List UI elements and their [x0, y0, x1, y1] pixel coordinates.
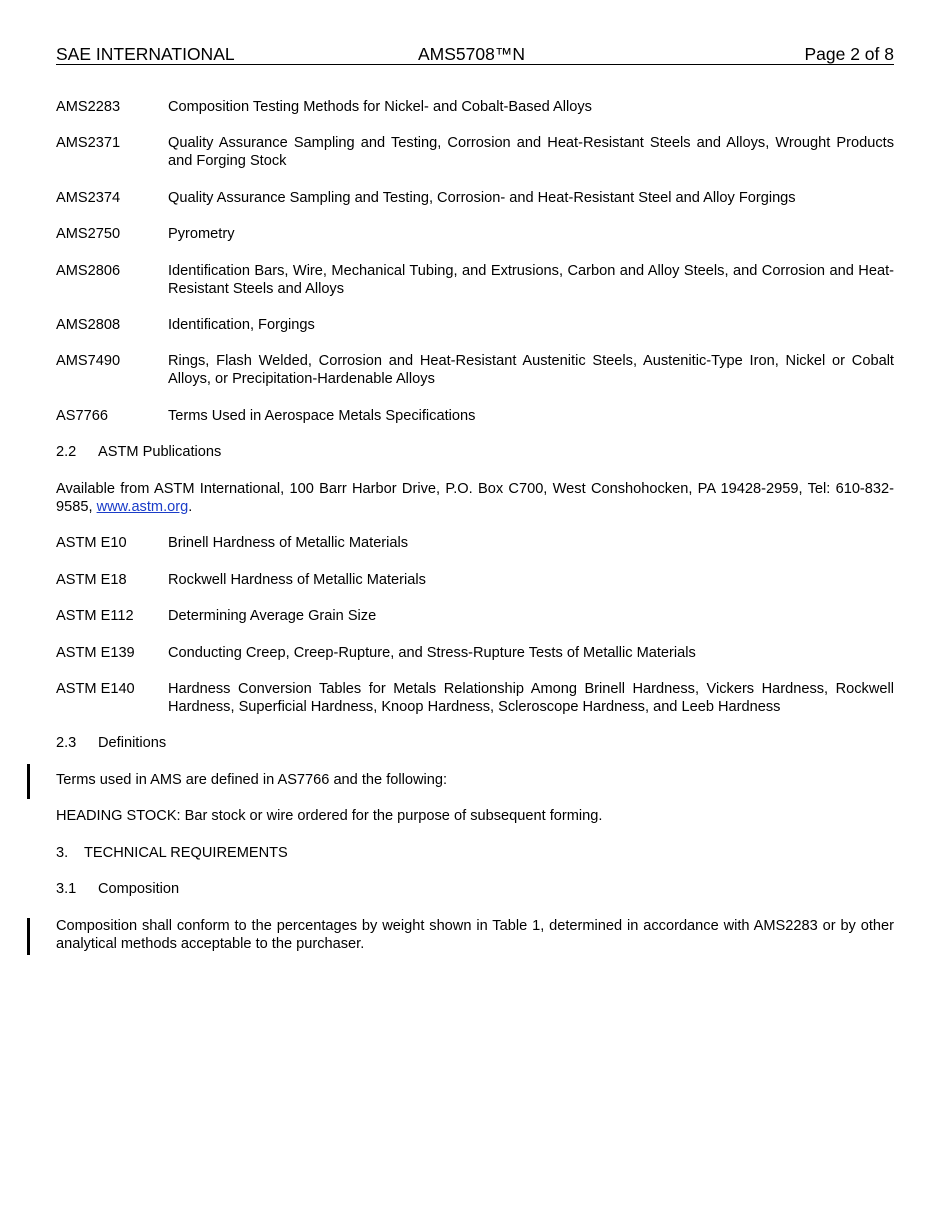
reference-code: AMS2750 — [56, 226, 121, 242]
reference-description: Quality Assurance Sampling and Testing, Corrosion and Heat-Resistant Steels and Alloys, Wrought Products and Forging Stock — [168, 135, 894, 169]
reference-code: ASTM E139 — [56, 645, 135, 661]
reference-item — [56, 571, 894, 589]
reference-description: Conducting Creep, Creep-Rupture, and Stress-Rupture Tests of Metallic Materials — [168, 645, 696, 661]
reference-description: Brinell Hardness of Metallic Materials — [168, 535, 409, 551]
reference-description: Composition Testing Methods for Nickel- and Cobalt-Based Alloys — [168, 99, 592, 115]
reference-item — [56, 644, 894, 662]
section-title: TECHNICAL REQUIREMENTS — [84, 845, 288, 861]
reference-item — [56, 134, 894, 170]
section-number: 2.3 — [56, 735, 77, 751]
reference-code: ASTM E18 — [56, 572, 127, 588]
astm-availability-paragraph — [56, 480, 894, 516]
reference-description: Identification Bars, Wire, Mechanical Tubing, and Extrusions, Carbon and Alloy Steels, and Corrosion and Heat-Resistant Steels and Alloys — [168, 263, 894, 297]
reference-description: Hardness Conversion Tables for Metals Relationship Among Brinell Hardness, Vickers Hardness, Rockwell Hardness, Superficial Hardness, Knoop Hardness, Scleroscope Hardness, and Leeb Hardness — [168, 681, 894, 715]
reference-description: Quality Assurance Sampling and Testing, Corrosion- and Heat-Resistant Steel and Alloy Forgings — [168, 190, 796, 206]
reference-code: AMS2371 — [56, 135, 121, 151]
header-page-number: Page 2 of 8 — [804, 44, 894, 64]
section-number: 3. — [56, 845, 69, 861]
reference-item — [56, 262, 894, 298]
section-heading-technical-requirements — [56, 844, 288, 862]
change-bar — [27, 918, 30, 955]
definitions-intro: Terms used in AMS are defined in AS7766 and the following: — [56, 772, 448, 788]
section-number: 2.2 — [56, 444, 77, 460]
section-title: Definitions — [98, 735, 167, 751]
heading-stock-definition: HEADING STOCK: Bar stock or wire ordered for the purpose of subsequent forming. — [56, 808, 603, 824]
reference-code: ASTM E112 — [56, 608, 134, 624]
reference-code: AMS2374 — [56, 190, 121, 206]
section-heading-composition — [56, 880, 179, 898]
reference-item — [56, 534, 894, 552]
section-heading-astm — [56, 443, 221, 461]
reference-description: Rings, Flash Welded, Corrosion and Heat-Resistant Austenitic Steels, Austenitic-Type Iron, Nickel or Cobalt Alloys, or Precipitation-Hardenable Alloys — [168, 353, 894, 387]
reference-code: ASTM E140 — [56, 681, 135, 697]
reference-item — [56, 98, 894, 116]
section-heading-definitions — [56, 734, 166, 752]
page-header — [56, 44, 894, 65]
reference-code: AMS2806 — [56, 263, 121, 279]
reference-code: ASTM E10 — [56, 535, 127, 551]
reference-description: Pyrometry — [168, 226, 235, 242]
reference-item — [56, 352, 894, 388]
section-number: 3.1 — [56, 881, 77, 897]
reference-description: Rockwell Hardness of Metallic Materials — [168, 572, 426, 588]
change-bar — [27, 764, 30, 799]
reference-description: Determining Average Grain Size — [168, 608, 377, 624]
reference-item — [56, 316, 894, 334]
reference-item — [56, 407, 894, 425]
reference-item — [56, 680, 894, 716]
reference-code: AMS2283 — [56, 99, 121, 115]
section-title: ASTM Publications — [98, 444, 222, 460]
section-title: Composition — [98, 881, 180, 897]
reference-item — [56, 189, 894, 207]
availability-trailing: . — [188, 499, 193, 515]
astm-website-link[interactable]: www.astm.org — [96, 499, 189, 515]
reference-item — [56, 607, 894, 625]
header-doc-id: AMS5708™N — [418, 44, 525, 64]
reference-code: AMS2808 — [56, 317, 121, 333]
reference-description: Identification, Forgings — [168, 317, 315, 333]
reference-code: AS7766 — [56, 408, 108, 424]
header-org: SAE INTERNATIONAL — [56, 44, 235, 64]
reference-code: AMS7490 — [56, 353, 121, 369]
availability-text: Available from ASTM International, 100 Barr Harbor Drive, P.O. Box C700, West Conshohocken, PA 19428-2959, Tel: 610-832-9585, — [56, 481, 894, 515]
reference-item — [56, 225, 894, 243]
reference-description: Terms Used in Aerospace Metals Specifications — [168, 408, 476, 424]
composition-paragraph: Composition shall conform to the percentages by weight shown in Table 1, determined in accordance with AMS2283 or by other analytical methods acceptable to the purchaser. — [56, 918, 894, 952]
